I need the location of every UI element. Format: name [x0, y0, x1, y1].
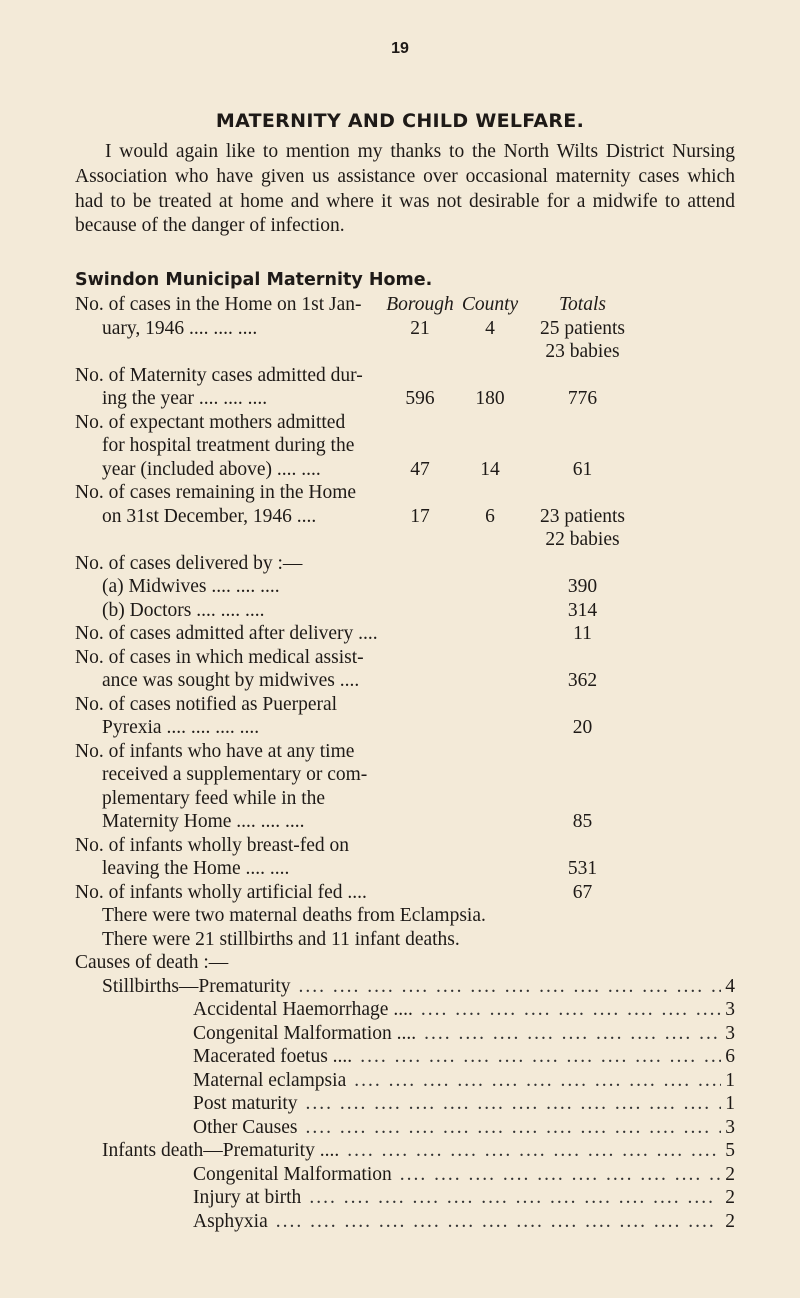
borough-value [385, 575, 455, 599]
cause-label-wrap [193, 1069, 721, 1093]
table-row [75, 340, 775, 364]
cause-count: 3 [725, 999, 735, 1020]
row-label: ance was sought by midwives .... [102, 670, 360, 691]
dot-leader [352, 1045, 721, 1069]
county-value [455, 716, 525, 740]
borough-value: 596 [405, 388, 435, 409]
county-value [455, 411, 525, 435]
header-county: County [461, 294, 519, 315]
borough-value [385, 646, 455, 670]
dot-leader [339, 1139, 721, 1163]
cause-count: 3 [725, 1116, 735, 1138]
totals-value: 23 patients [539, 505, 626, 527]
header-totals: Totals [559, 294, 606, 315]
table-row [75, 857, 775, 881]
row-label: plementary feed while in the [102, 787, 326, 809]
page-number: 19 [391, 40, 409, 57]
cause-count: 2 [725, 1187, 735, 1208]
cause-label: Other Causes [193, 1116, 298, 1138]
totals-value [525, 646, 640, 670]
county-value [455, 881, 525, 905]
cause-label: Post maturity [193, 1093, 298, 1114]
table-row [75, 599, 775, 623]
borough-value [385, 716, 455, 740]
cause-label: Congenital Malformation [193, 1163, 392, 1185]
row-label: No. of cases admitted after delivery .... [75, 623, 378, 644]
note-text: There were two maternal deaths from Eclampsia. [102, 905, 486, 926]
dot-leader [298, 1116, 721, 1140]
cause-row [75, 1116, 735, 1140]
county-value [455, 364, 525, 388]
cause-count: 2 [725, 1163, 735, 1185]
row-label: No. of infants wholly artificial fed .... [75, 881, 367, 903]
cause-row [75, 1186, 735, 1210]
table-row [75, 528, 775, 552]
row-label: received a supplementary or com- [102, 764, 368, 785]
county-value [455, 693, 525, 717]
cause-row [75, 1210, 735, 1234]
county-value [455, 669, 525, 693]
totals-value: 20 [572, 717, 593, 738]
cause-row [75, 1163, 735, 1187]
totals-value: 362 [567, 670, 598, 691]
cause-label-wrap [102, 975, 721, 999]
totals-value: 11 [573, 623, 592, 644]
row-label: Pyrexia .... .... .... .... [102, 717, 260, 738]
row-label: on 31st December, 1946 .... [102, 505, 317, 527]
table-row [75, 881, 775, 905]
row-label: leaving the Home .... .... [102, 858, 290, 879]
row-label: No. of cases notified as Puerperal [75, 693, 338, 715]
intro-paragraph: I would again like to mention my thanks to the North Wilts District Nursing Association who have given us assistance over occasional maternity cases which had to be treated at home and where it was not desirable for a midwife to attend because of the danger of infection. [75, 141, 735, 237]
totals-value [525, 834, 640, 858]
totals-value [525, 787, 640, 811]
totals-value: 25 patients [539, 317, 626, 339]
county-value [455, 763, 525, 787]
row-label: No. of infants who have at any time [75, 740, 355, 762]
borough-value [385, 622, 455, 646]
borough-value [385, 599, 455, 623]
county-value [455, 481, 525, 505]
dot-leader [298, 1092, 721, 1116]
totals-value [525, 552, 640, 576]
borough-value [385, 763, 455, 787]
borough-value [385, 434, 455, 458]
table-row [75, 740, 775, 764]
row-label: No. of Maternity cases admitted dur- [75, 364, 363, 386]
borough-value [385, 834, 455, 858]
totals-value: 22 babies [545, 529, 620, 550]
county-value [455, 528, 525, 552]
borough-value [385, 810, 455, 834]
borough-value [385, 364, 455, 388]
table-row [75, 787, 775, 811]
table-row [75, 552, 775, 576]
county-value [455, 434, 525, 458]
table-row [75, 293, 775, 317]
county-value [455, 599, 525, 623]
borough-value [385, 787, 455, 811]
cause-row [75, 1092, 735, 1116]
cause-label: Macerated foetus .... [193, 1046, 353, 1067]
row-label: (b) Doctors .... .... .... [102, 599, 265, 621]
row-label: No. of cases remaining in the Home [75, 482, 357, 503]
totals-value: 531 [567, 858, 598, 879]
dot-leader [291, 975, 722, 999]
borough-value: 21 [410, 317, 430, 339]
county-value [455, 340, 525, 364]
cause-label: Injury at birth [193, 1187, 302, 1208]
table-row [75, 622, 775, 646]
table-row [75, 434, 775, 458]
cause-label: Congenital Malformation .... [193, 1022, 417, 1044]
row-label: No. of infants wholly breast-fed on [75, 834, 350, 856]
row-label: No. of expectant mothers admitted [75, 411, 346, 433]
row-label: No. of cases delivered by :— [75, 552, 303, 574]
totals-value [525, 740, 640, 764]
cause-label-wrap [193, 1116, 721, 1140]
totals-value: 314 [567, 599, 598, 621]
cause-count: 5 [725, 1140, 735, 1161]
section-title: Swindon Municipal Maternity Home. [75, 270, 433, 290]
borough-value [385, 528, 455, 552]
table-row [75, 693, 775, 717]
cause-label: Accidental Haemorrhage .... [193, 999, 413, 1020]
cause-label-wrap [193, 1163, 721, 1187]
totals-value: 61 [572, 458, 593, 480]
county-value: 4 [485, 317, 495, 339]
row-label: Maternity Home .... .... .... [102, 811, 305, 832]
borough-value [385, 340, 455, 364]
county-value [455, 646, 525, 670]
table-row [75, 411, 775, 435]
header-borough: Borough [386, 294, 454, 315]
totals-value: 390 [567, 576, 598, 597]
totals-value [525, 364, 640, 388]
totals-value: 85 [572, 811, 593, 832]
county-value [455, 810, 525, 834]
cause-label: Maternal eclampsia [193, 1069, 347, 1091]
cause-row [75, 998, 735, 1022]
dot-leader [392, 1163, 721, 1187]
note-text: There were 21 stillbirths and 11 infant deaths. [102, 928, 460, 950]
cause-row [75, 1069, 735, 1093]
note-row [75, 904, 775, 928]
dot-leader [346, 1069, 721, 1093]
cause-label-wrap [193, 1186, 721, 1210]
totals-value: 776 [567, 388, 598, 409]
totals-value: 23 babies [545, 341, 620, 362]
causes-title: Causes of death :— [75, 952, 229, 973]
borough-value [385, 693, 455, 717]
statistics-table [75, 293, 775, 1233]
totals-value: 67 [572, 881, 593, 903]
cause-row [75, 975, 735, 999]
cause-label: Infants death—Prematurity .... [102, 1140, 340, 1161]
dot-leader [413, 998, 721, 1022]
totals-value [525, 693, 640, 717]
cause-count: 2 [725, 1210, 735, 1232]
cause-count: 6 [725, 1046, 735, 1067]
row-label: No. of cases in which medical assist- [75, 646, 364, 668]
note-row [75, 928, 775, 952]
totals-value [525, 481, 640, 505]
borough-value [385, 740, 455, 764]
row-label: ing the year .... .... .... [102, 388, 268, 409]
row-label: (a) Midwives .... .... .... [102, 576, 280, 597]
totals-value [525, 411, 640, 435]
cause-label-wrap [193, 1210, 721, 1234]
table-row [75, 458, 775, 482]
table-row [75, 763, 775, 787]
totals-value [525, 763, 640, 787]
table-row [75, 481, 775, 505]
page-title: MATERNITY AND CHILD WELFARE. [215, 110, 585, 132]
borough-value [385, 411, 455, 435]
borough-value [385, 857, 455, 881]
county-value: 14 [480, 458, 500, 480]
causes-title-row [75, 951, 775, 975]
table-row [75, 810, 775, 834]
table-row [75, 317, 775, 341]
table-row [75, 575, 775, 599]
cause-count: 4 [725, 975, 735, 997]
county-value [455, 552, 525, 576]
cause-label-wrap [193, 1092, 721, 1116]
county-value [455, 622, 525, 646]
cause-count: 3 [725, 1022, 735, 1044]
cause-count: 1 [725, 1093, 735, 1114]
cause-row [75, 1139, 735, 1163]
row-label [75, 528, 385, 552]
row-label: No. of cases in the Home on 1st Jan- [75, 294, 362, 315]
county-value: 6 [485, 505, 495, 527]
totals-value [525, 434, 640, 458]
borough-value [385, 881, 455, 905]
county-value [455, 740, 525, 764]
dot-leader [416, 1022, 721, 1046]
table-row [75, 387, 775, 411]
county-value [455, 857, 525, 881]
borough-value [385, 552, 455, 576]
table-row [75, 364, 775, 388]
cause-label-wrap [193, 1045, 721, 1069]
row-label: year (included above) .... .... [102, 458, 321, 480]
dot-leader [301, 1186, 721, 1210]
dot-leader [268, 1210, 721, 1234]
row-label [75, 340, 385, 364]
row-label: uary, 1946 .... .... .... [102, 317, 258, 339]
row-label: for hospital treatment during the [102, 435, 355, 456]
table-row [75, 505, 775, 529]
table-row [75, 834, 775, 858]
table-row [75, 669, 775, 693]
cause-label: Asphyxia [193, 1210, 268, 1232]
table-row [75, 646, 775, 670]
cause-count: 1 [725, 1069, 735, 1091]
cause-label-wrap [193, 998, 721, 1022]
county-value: 180 [475, 388, 505, 409]
cause-label-wrap [102, 1139, 721, 1163]
borough-value: 47 [410, 458, 430, 480]
borough-value [385, 669, 455, 693]
county-value [455, 575, 525, 599]
cause-label: Stillbirths—Prematurity [102, 975, 291, 997]
county-value [455, 787, 525, 811]
cause-row [75, 1022, 735, 1046]
cause-row [75, 1045, 735, 1069]
borough-value: 17 [410, 505, 430, 527]
table-row [75, 716, 775, 740]
causes-list [75, 975, 775, 1234]
cause-label-wrap [193, 1022, 721, 1046]
borough-value [385, 481, 455, 505]
county-value [455, 834, 525, 858]
